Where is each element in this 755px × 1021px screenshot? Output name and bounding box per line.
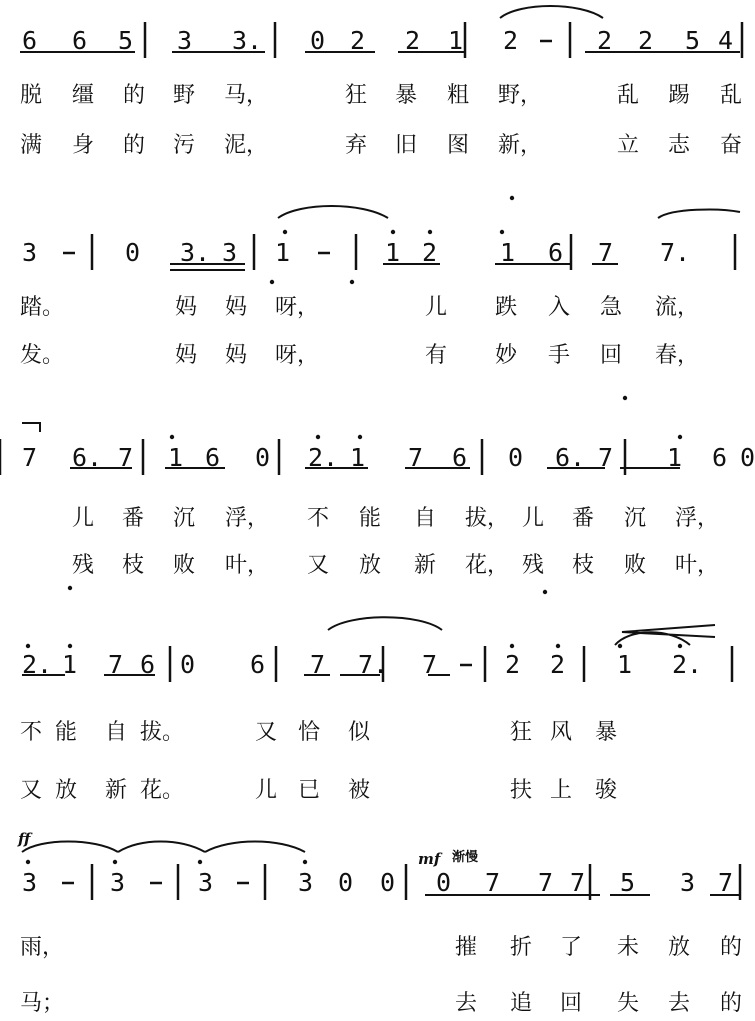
note: 7: [108, 650, 124, 679]
lyric-char: 枝: [572, 553, 595, 578]
note: 3.: [232, 26, 263, 55]
lyric-char: 番: [572, 506, 595, 531]
lyric-char: 妈: [175, 295, 198, 320]
lyric-char: 跌: [495, 295, 518, 320]
lyric-char: 马，: [224, 83, 269, 108]
lyric-char: 发。: [20, 343, 65, 368]
lyric-char: 奋: [720, 133, 743, 158]
octave-dot: [678, 435, 682, 439]
note: 3.: [180, 238, 211, 267]
octave-dot: [358, 435, 362, 439]
note: 0: [380, 868, 396, 897]
lyric-char: 花。: [140, 778, 185, 803]
lyric-char: 拔。: [140, 720, 185, 745]
note: 0: [125, 238, 141, 267]
lyric-char: 乱: [720, 83, 743, 108]
lyric-char: 的: [720, 991, 743, 1016]
octave-dot: [510, 196, 514, 200]
lyric-char: 新: [414, 553, 437, 578]
lyric-char: 脱: [20, 83, 43, 108]
note: 3: [298, 868, 314, 897]
note: 7: [485, 868, 501, 897]
lyric-char: 放: [668, 935, 691, 960]
lyric-char: 满: [20, 133, 43, 158]
note: 2: [405, 26, 421, 55]
tie-slur: [118, 842, 205, 853]
lyric-char: 折: [510, 935, 533, 960]
note: 1: [500, 238, 516, 267]
note: 6: [452, 443, 468, 472]
lyric-char: 暴: [595, 720, 618, 745]
lyric-char: 失: [617, 991, 640, 1016]
octave-dot: [283, 230, 287, 234]
lyric-char: 弃: [345, 133, 368, 158]
lyric-char: 妈: [175, 343, 198, 368]
tie-slur: [328, 617, 442, 630]
lyric-char: 缰: [72, 83, 95, 108]
lyric-char: 的: [720, 935, 743, 960]
note: 6: [712, 443, 728, 472]
octave-dot: [623, 396, 627, 400]
lyric-char: 枝: [122, 553, 145, 578]
lyric-char: 旧: [395, 133, 418, 158]
note: 2: [503, 26, 519, 55]
lyric-char: 雨，: [20, 935, 65, 960]
dynamic-mark: 渐慢: [452, 850, 479, 865]
lyric-char: 暴: [395, 83, 418, 108]
lyric-char: 扶: [510, 778, 533, 803]
octave-dot: [500, 230, 504, 234]
note: 0: [740, 443, 755, 472]
lyric-char: 能: [359, 506, 382, 531]
lyric-char: 妈: [225, 295, 248, 320]
lyric-char: 的: [123, 133, 146, 158]
note: 1: [275, 238, 291, 267]
note: 5: [118, 26, 134, 55]
note: 7: [310, 650, 326, 679]
note: 7: [22, 443, 38, 472]
lyric-char: 入: [548, 295, 571, 320]
lyric-char: 身: [72, 133, 95, 158]
note: 1: [350, 443, 366, 472]
note: 2.: [22, 650, 53, 679]
lyric-char: 败: [173, 553, 196, 578]
lyric-char: 自: [414, 506, 437, 531]
lyric-char: 又: [307, 553, 330, 578]
note: 7: [422, 650, 438, 679]
note: 2: [350, 26, 366, 55]
octave-dot: [556, 644, 560, 648]
lyric-char: 志: [668, 133, 691, 158]
note: 2: [505, 650, 521, 679]
note: 1: [62, 650, 78, 679]
note: 0: [255, 443, 271, 472]
lyric-char: 春，: [655, 343, 700, 368]
lyric-char: 野，: [498, 83, 543, 108]
octave-dot: [618, 644, 622, 648]
lyric-char: 能: [55, 720, 78, 745]
tie-slur: [22, 842, 118, 853]
lyric-char: 风: [550, 720, 573, 745]
note: 2.: [672, 650, 703, 679]
lyric-char: 妙: [495, 343, 518, 368]
note: 2: [550, 650, 566, 679]
lyric-char: 骏: [595, 778, 618, 803]
lyric-char: 的: [123, 83, 146, 108]
lyric-char: 呀，: [275, 343, 320, 368]
octave-dot: [68, 586, 72, 590]
note: 7: [570, 868, 586, 897]
lyric-char: 似: [348, 720, 371, 745]
note: 7: [118, 443, 134, 472]
note: 0: [310, 26, 326, 55]
note: 3: [177, 26, 193, 55]
tie-slur: [658, 210, 740, 218]
octave-dot: [270, 280, 274, 284]
octave-dot: [543, 590, 547, 594]
lyric-char: 粗: [447, 83, 470, 108]
lyric-char: 儿: [255, 778, 278, 803]
dynamic-mark: ff: [18, 830, 31, 848]
note: 6.: [555, 443, 586, 472]
lyric-char: 上: [550, 778, 573, 803]
note: 2: [638, 26, 654, 55]
tie-slur: [500, 6, 603, 18]
note: 1: [168, 443, 184, 472]
note: 6: [72, 26, 88, 55]
lyric-char: 被: [348, 778, 371, 803]
note: 0: [338, 868, 354, 897]
tie-slur: [205, 842, 305, 853]
lyric-char: 已: [298, 778, 321, 803]
lyric-char: 回: [600, 343, 623, 368]
lyric-char: 残: [72, 553, 95, 578]
note: 3: [110, 868, 126, 897]
note: 7.: [358, 650, 389, 679]
lyric-char: 流，: [655, 295, 700, 320]
lyric-char: 浮，: [675, 506, 720, 531]
lyric-char: 图: [447, 133, 470, 158]
note: 0: [508, 443, 524, 472]
lyric-char: 儿: [425, 295, 448, 320]
octave-dot: [350, 280, 354, 284]
octave-dot: [428, 230, 432, 234]
lyric-char: 狂: [345, 83, 368, 108]
octave-dot: [68, 644, 72, 648]
lyric-char: 浮，: [225, 506, 270, 531]
octave-dot: [26, 860, 30, 864]
octave-dot: [391, 230, 395, 234]
octave-dot: [316, 435, 320, 439]
lyric-char: 泥，: [224, 133, 269, 158]
lyric-char: 妈: [225, 343, 248, 368]
crescendo-hairpin: [622, 625, 715, 637]
octave-dot: [510, 644, 514, 648]
lyric-char: 回: [560, 991, 583, 1016]
lyric-char: 儿: [72, 506, 95, 531]
note: 3: [22, 238, 38, 267]
lyric-char: 又: [20, 778, 43, 803]
tie-slur: [278, 206, 388, 218]
lyric-char: 呀，: [275, 295, 320, 320]
note: 6: [205, 443, 221, 472]
lyric-char: 摧: [455, 935, 478, 960]
note: 6: [22, 26, 38, 55]
note: 6: [548, 238, 564, 267]
note: 7: [408, 443, 424, 472]
octave-dot: [678, 644, 682, 648]
note: 6: [250, 650, 266, 679]
phrase-mark: [22, 423, 40, 432]
lyric-char: 踏。: [20, 295, 65, 320]
lyric-char: 污: [173, 133, 196, 158]
note: 2: [597, 26, 613, 55]
note: 6: [140, 650, 156, 679]
lyric-char: 又: [255, 720, 278, 745]
lyric-char: 新: [105, 778, 128, 803]
note: 5: [685, 26, 701, 55]
lyric-char: 野: [173, 83, 196, 108]
lyric-char: 急: [600, 295, 623, 320]
lyric-char: 儿: [522, 506, 545, 531]
lyric-char: 新，: [498, 133, 543, 158]
lyric-char: 花，: [465, 553, 510, 578]
lyric-char: 沉: [624, 506, 647, 531]
note: 3: [22, 868, 38, 897]
lyric-char: 乱: [617, 83, 640, 108]
note: 6.: [72, 443, 103, 472]
note: 0: [180, 650, 196, 679]
note: 7: [538, 868, 554, 897]
note: 1: [385, 238, 401, 267]
note: 3: [222, 238, 238, 267]
note: 1: [617, 650, 633, 679]
note: 3: [198, 868, 214, 897]
dynamic-mark: mf: [418, 850, 441, 868]
lyric-char: 未: [617, 935, 640, 960]
octave-dot: [113, 860, 117, 864]
lyric-char: 追: [510, 991, 533, 1016]
octave-dot: [198, 860, 202, 864]
note: 4: [718, 26, 734, 55]
octave-dot: [170, 435, 174, 439]
note: 7: [598, 238, 614, 267]
note: 5: [620, 868, 636, 897]
lyric-char: 踢: [668, 83, 691, 108]
lyric-char: 马；: [20, 991, 65, 1016]
lyric-char: 立: [617, 133, 640, 158]
lyric-char: 残: [522, 553, 545, 578]
note: 2.: [308, 443, 339, 472]
note: 1: [667, 443, 683, 472]
note: 1: [448, 26, 464, 55]
lyric-char: 手: [548, 343, 571, 368]
lyric-char: 去: [455, 991, 478, 1016]
lyric-char: 叶，: [675, 553, 720, 578]
lyric-char: 有: [425, 343, 448, 368]
lyric-char: 番: [122, 506, 145, 531]
note: 7.: [660, 238, 691, 267]
lyric-char: 狂: [510, 720, 533, 745]
lyric-char: 自: [105, 720, 128, 745]
lyric-char: 拔，: [465, 506, 510, 531]
octave-dot: [26, 644, 30, 648]
lyric-char: 放: [55, 778, 78, 803]
note: 7: [598, 443, 614, 472]
lyric-char: 不: [20, 720, 43, 745]
lyric-char: 去: [668, 991, 691, 1016]
lyric-char: 叶，: [225, 553, 270, 578]
note: 7: [718, 868, 734, 897]
lyric-char: 不: [307, 506, 330, 531]
lyric-char: 沉: [173, 506, 196, 531]
note: 2: [422, 238, 438, 267]
lyric-char: 败: [624, 553, 647, 578]
lyric-char: 恰: [298, 720, 321, 745]
lyric-char: 放: [359, 553, 382, 578]
lyric-char: 了: [560, 935, 583, 960]
octave-dot: [303, 860, 307, 864]
note: 3: [680, 868, 696, 897]
note: 0: [436, 868, 452, 897]
